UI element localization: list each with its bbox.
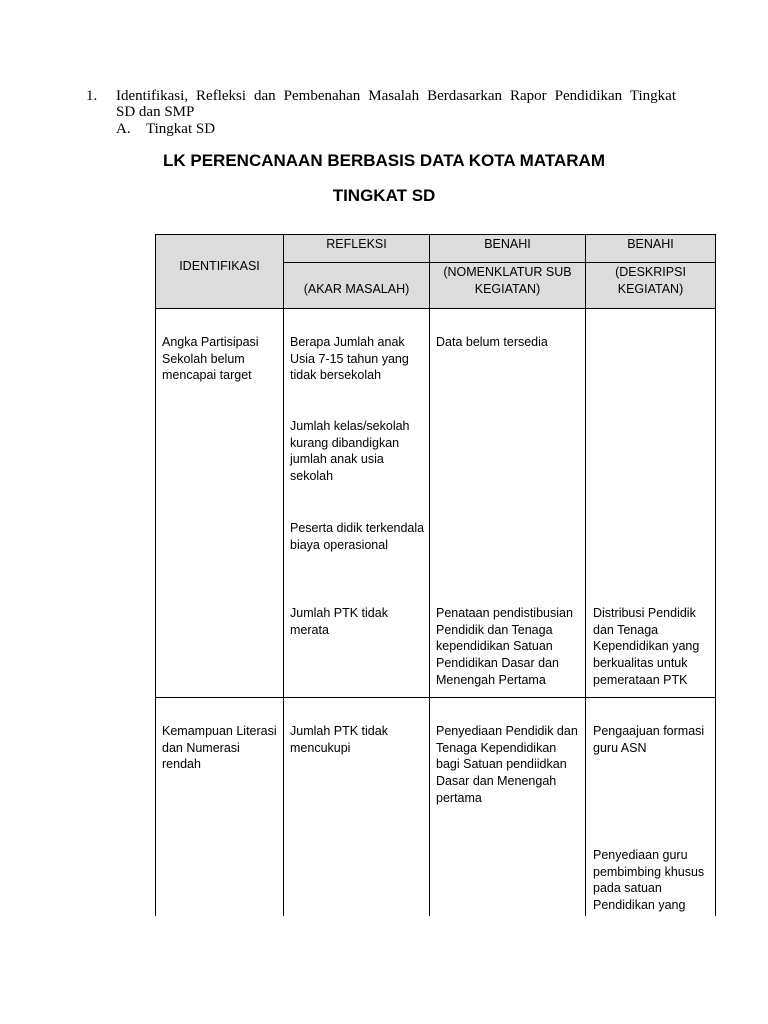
row2-identifikasi: Kemampuan Literasi dan Numerasi rendah	[162, 724, 277, 772]
table-row-divider	[155, 697, 716, 698]
table-col-divider	[429, 234, 430, 916]
row2-refleksi-1: Jumlah PTK tidak mencukupi	[290, 724, 388, 755]
row1-refleksi-1: Berapa Jumlah anak Usia 7-15 tahun yang tidak bersekolah	[290, 335, 409, 383]
list-item-text-line2: SD dan SMP	[116, 104, 195, 120]
list-number: 1.	[86, 88, 98, 104]
table-col-divider	[585, 234, 586, 916]
table-header-subdivider	[283, 262, 715, 263]
table-col-divider	[283, 234, 284, 916]
header-deskripsi-kegiatan: (DESKRIPSI KEGIATAN)	[615, 265, 686, 296]
header-benahi-nomenklatur: BENAHI	[484, 237, 531, 251]
header-identifikasi: IDENTIFIKASI	[179, 259, 260, 273]
table-header-bottom	[155, 308, 716, 309]
row1-deskripsi-1: Distribusi Pendidik dan Tenaga Kependidikan yang berkualitas untuk pemerataan PTK	[593, 606, 700, 687]
sub-item-text: Tingkat SD	[146, 121, 216, 137]
header-benahi-deskripsi: BENAHI	[627, 237, 674, 251]
header-nomenklatur-sub-kegiatan: (NOMENKLATUR SUB KEGIATAN)	[443, 265, 572, 296]
row2-deskripsi-1: Pengaajuan formasi guru ASN	[593, 724, 705, 755]
row1-nomenklatur-2: Penataan pendistibusian Pendidik dan Tenaga kependidikan Satuan Pendidikan Dasar dan Menengah Pertama	[436, 606, 573, 687]
row2-deskripsi-2: Penyediaan guru pembimbing khusus pada satuan Pendidikan yang	[593, 848, 705, 913]
table-border-left	[155, 234, 156, 916]
list-item-text-line1: Identifikasi, Refleksi dan Pembenahan Masalah Berdasarkan Rapor Pendidikan Tingkat	[116, 88, 676, 104]
sub-item	[116, 121, 215, 138]
row2-nomenklatur-1: Penyediaan Pendidik dan Tenaga Kependidikan bagi Satuan pendiidkan Dasar dan Menengah pertama	[436, 724, 578, 805]
sub-item-letter: A.	[116, 121, 131, 137]
row1-nomenklatur-1: Data belum tersedia	[436, 335, 548, 349]
row1-refleksi-2: Jumlah kelas/sekolah kurang dibandigkan jumlah anak usia sekolah	[290, 419, 410, 484]
document-subtitle: TINGKAT SD	[332, 186, 436, 205]
row1-identifikasi: Angka Partisipasi Sekolah belum mencapai target	[162, 335, 259, 383]
header-akar-masalah: (AKAR MASALAH)	[303, 282, 410, 296]
row1-refleksi-3: Peserta didik terkendala biaya operasional	[290, 521, 425, 552]
document-title: LK PERENCANAAN BERBASIS DATA KOTA MATARAM	[163, 151, 605, 170]
header-refleksi: REFLEKSI	[326, 237, 387, 251]
table-border-top	[155, 234, 716, 235]
row1-refleksi-4: Jumlah PTK tidak merata	[290, 606, 388, 637]
table-border-right	[715, 234, 716, 916]
